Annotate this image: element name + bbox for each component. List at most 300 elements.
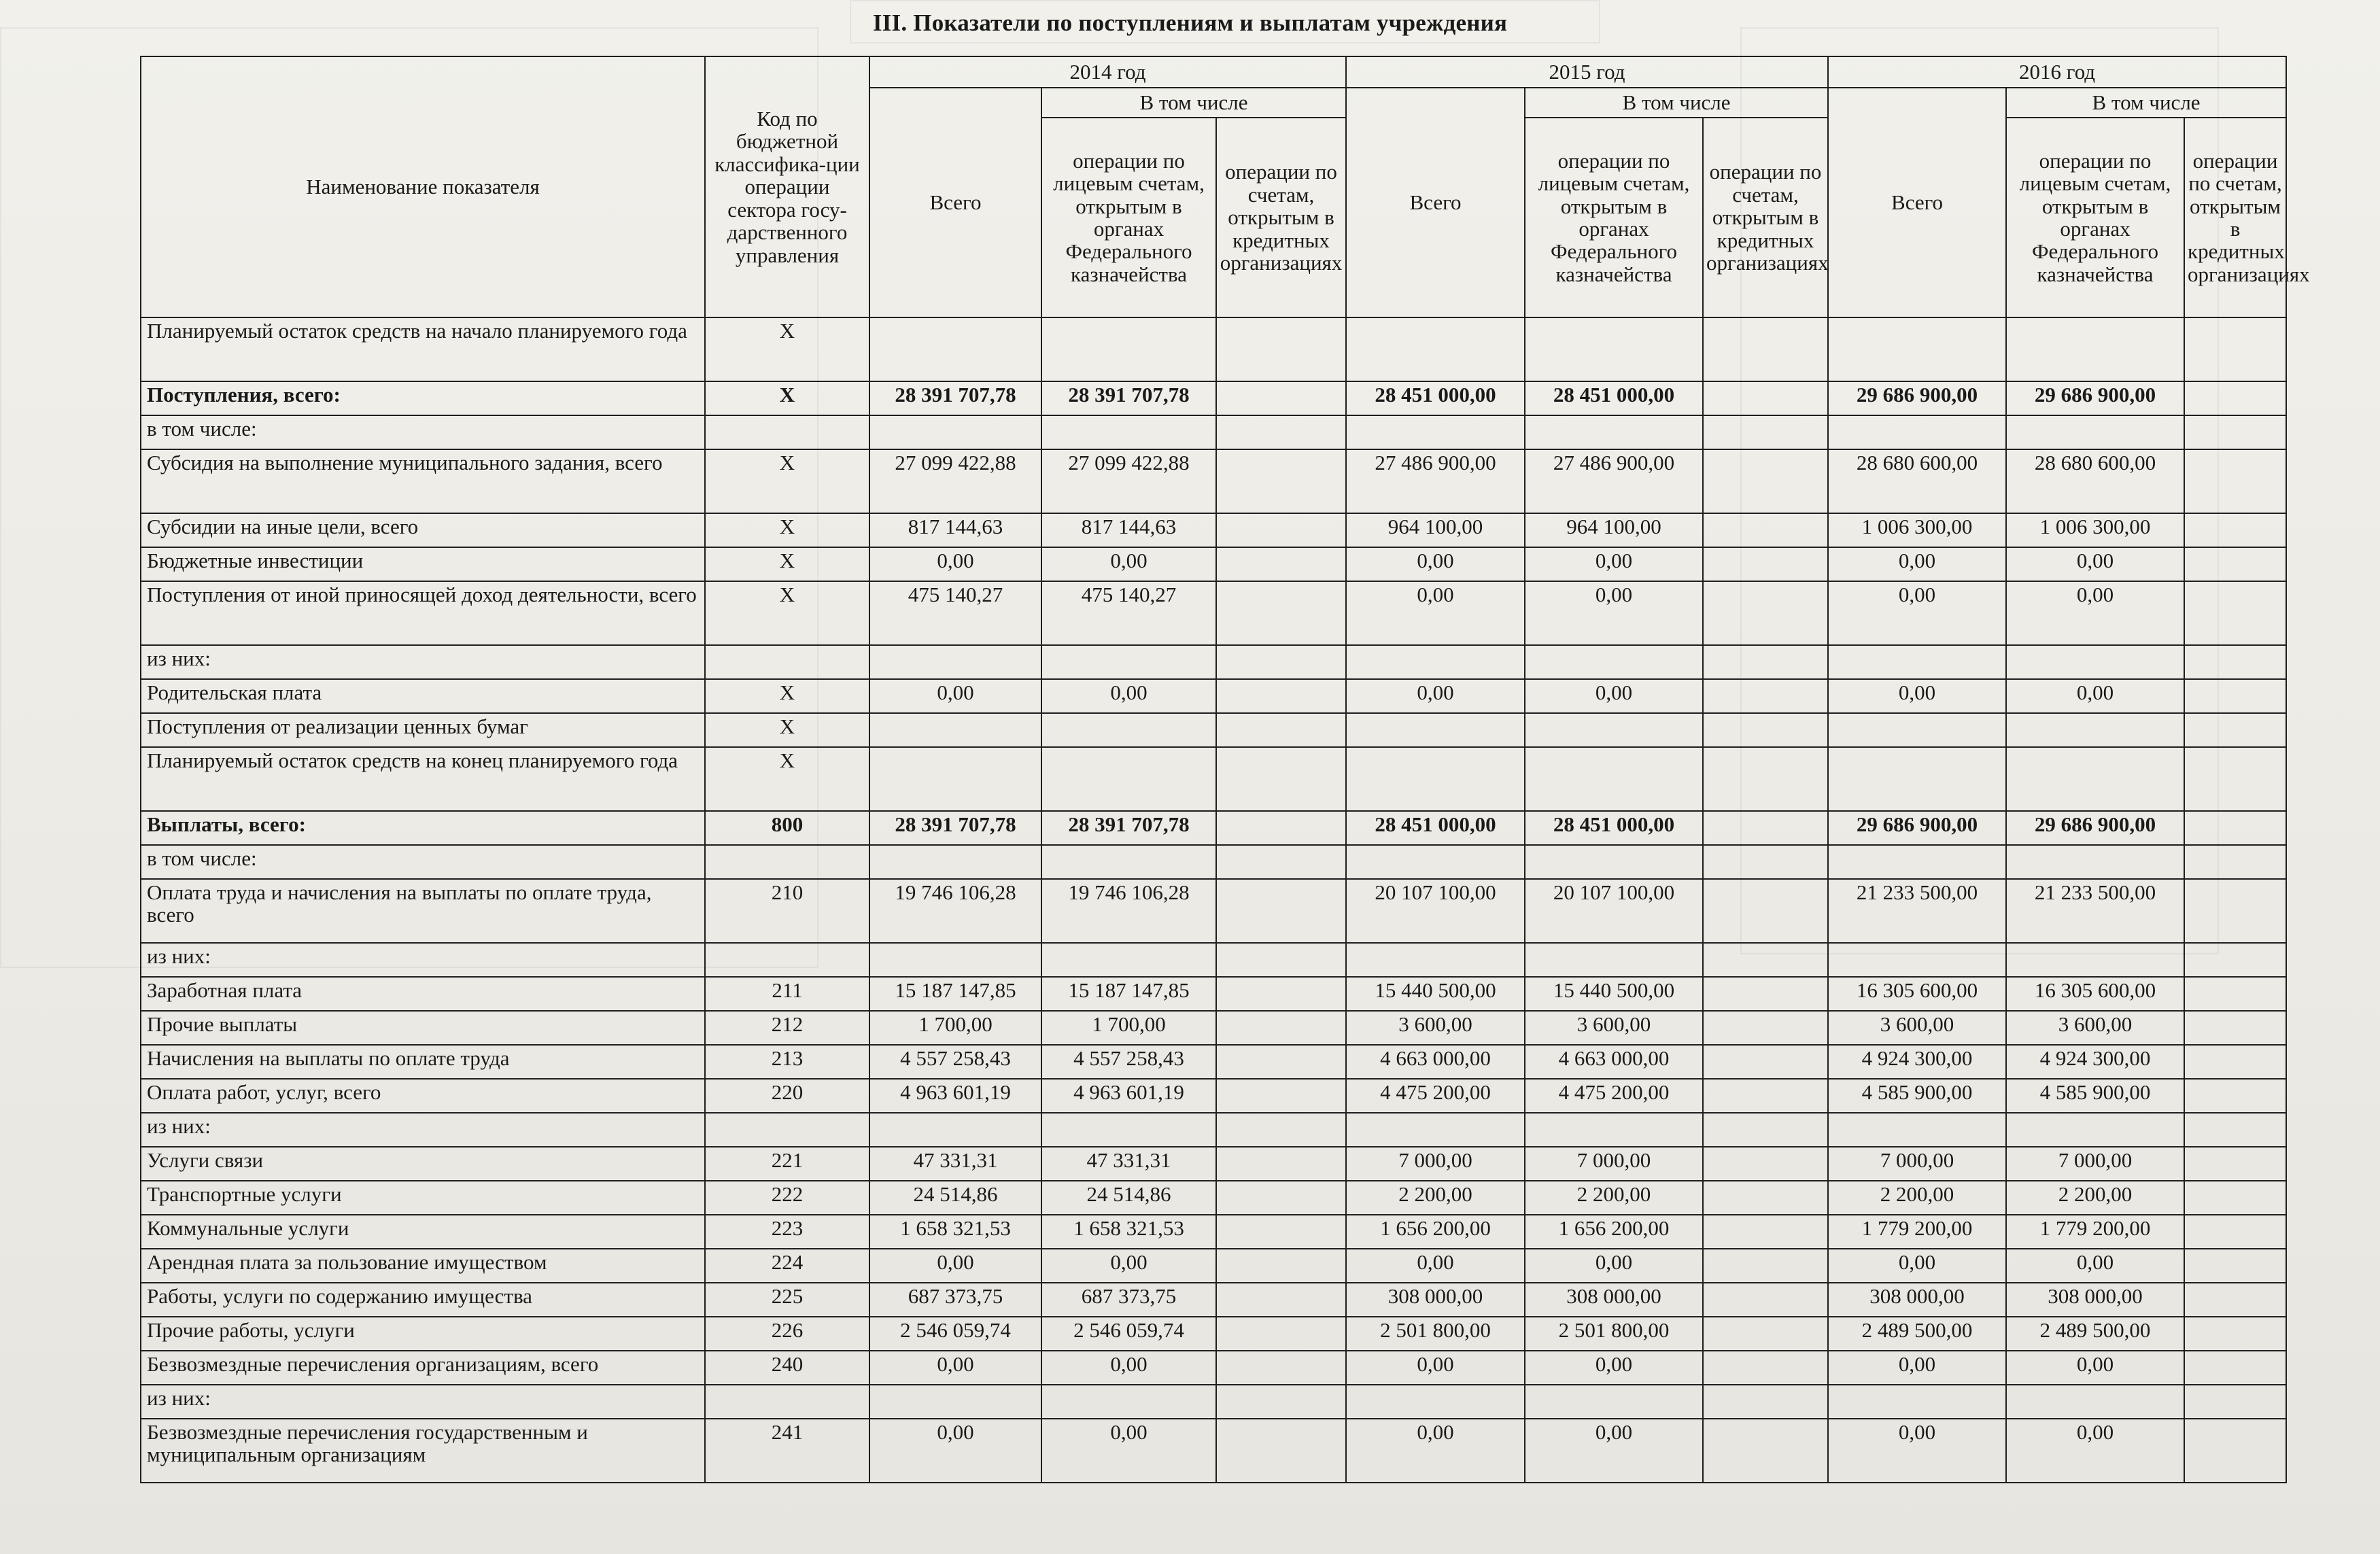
- value-cell: [1041, 1385, 1216, 1419]
- section-title: III. Показатели по поступлениям и выплатам учреждения: [872, 10, 1508, 36]
- value-cell: 0,00: [2006, 679, 2184, 713]
- value-cell: [1216, 547, 1346, 581]
- value-cell: [2184, 1283, 2286, 1317]
- row-name: Арендная плата за пользование имуществом: [141, 1249, 705, 1283]
- value-cell: 0,00: [1525, 679, 1703, 713]
- row-code: 220: [705, 1079, 869, 1113]
- value-cell: [2006, 845, 2184, 879]
- row-code: 221: [705, 1147, 869, 1181]
- value-cell: 687 373,75: [869, 1283, 1041, 1317]
- row-code: 210: [705, 879, 869, 943]
- value-cell: [1216, 1317, 1346, 1351]
- value-cell: 0,00: [1828, 547, 2006, 581]
- row-code: 211: [705, 977, 869, 1011]
- value-cell: [1703, 1385, 1828, 1419]
- value-cell: 2 489 500,00: [1828, 1317, 2006, 1351]
- header-total-2014: Всего: [869, 88, 1041, 317]
- row-name: Оплата труда и начисления на выплаты по оплате труда, всего: [141, 879, 705, 943]
- value-cell: [1346, 1113, 1525, 1147]
- value-cell: 28 391 707,78: [1041, 811, 1216, 845]
- value-cell: [1346, 747, 1525, 811]
- header-name: Наименование показателя: [141, 56, 705, 317]
- header-credit-2015: операции по счетам, открытым в кредитных организациях: [1703, 118, 1828, 317]
- value-cell: 308 000,00: [2006, 1283, 2184, 1317]
- value-cell: [1216, 713, 1346, 747]
- value-cell: [869, 747, 1041, 811]
- row-name: Заработная плата: [141, 977, 705, 1011]
- value-cell: 0,00: [1041, 679, 1216, 713]
- header-credit-2014: операции по счетам, открытым в кредитных организациях: [1216, 118, 1346, 317]
- row-code: 223: [705, 1215, 869, 1249]
- value-cell: [2006, 415, 2184, 449]
- value-cell: 1 779 200,00: [2006, 1215, 2184, 1249]
- value-cell: [1216, 1011, 1346, 1045]
- row-name: в том числе:: [141, 415, 705, 449]
- table-row: [141, 977, 2286, 1011]
- value-cell: [1346, 317, 1525, 381]
- value-cell: 0,00: [1041, 1419, 1216, 1483]
- row-code: [705, 1385, 869, 1419]
- value-cell: 28 391 707,78: [869, 381, 1041, 415]
- value-cell: [2006, 317, 2184, 381]
- value-cell: [2184, 1181, 2286, 1215]
- table-row: [141, 1215, 2286, 1249]
- value-cell: 2 546 059,74: [869, 1317, 1041, 1351]
- value-cell: [1525, 713, 1703, 747]
- value-cell: [1703, 547, 1828, 581]
- row-name: из них:: [141, 1113, 705, 1147]
- header-total-2015: Всего: [1346, 88, 1525, 317]
- value-cell: 308 000,00: [1346, 1283, 1525, 1317]
- value-cell: [1216, 1385, 1346, 1419]
- value-cell: [2184, 845, 2286, 879]
- value-cell: [1216, 679, 1346, 713]
- header-treasury-2016: операции по лицевым счетам, открытым в органах Федерального казначейства: [2006, 118, 2184, 317]
- value-cell: 15 440 500,00: [1525, 977, 1703, 1011]
- value-cell: 1 656 200,00: [1346, 1215, 1525, 1249]
- value-cell: 2 501 800,00: [1346, 1317, 1525, 1351]
- value-cell: 475 140,27: [1041, 581, 1216, 645]
- value-cell: 4 663 000,00: [1525, 1045, 1703, 1079]
- row-code: 241: [705, 1419, 869, 1483]
- value-cell: 2 546 059,74: [1041, 1317, 1216, 1351]
- value-cell: [1703, 1351, 1828, 1385]
- value-cell: 27 486 900,00: [1525, 449, 1703, 513]
- row-code: 240: [705, 1351, 869, 1385]
- value-cell: [1703, 1249, 1828, 1283]
- value-cell: 15 187 147,85: [1041, 977, 1216, 1011]
- value-cell: 0,00: [1346, 1419, 1525, 1483]
- row-name: Поступления от иной приносящей доход деятельности, всего: [141, 581, 705, 645]
- row-code: [705, 415, 869, 449]
- row-name: Безвозмездные перечисления государственным и муниципальным организациям: [141, 1419, 705, 1483]
- row-code: [705, 645, 869, 679]
- value-cell: 28 451 000,00: [1346, 811, 1525, 845]
- table-header: [141, 56, 2310, 317]
- value-cell: [2184, 1385, 2286, 1419]
- table-row: [141, 1419, 2286, 1483]
- value-cell: 19 746 106,28: [869, 879, 1041, 943]
- header-year-2016: 2016 год: [1828, 56, 2286, 88]
- row-code: 213: [705, 1045, 869, 1079]
- value-cell: 7 000,00: [2006, 1147, 2184, 1181]
- value-cell: [2184, 879, 2286, 943]
- value-cell: 0,00: [2006, 547, 2184, 581]
- header-treasury-2014: операции по лицевым счетам, открытым в органах Федерального казначейства: [1041, 118, 1216, 317]
- row-name: Субсидии на иные цели, всего: [141, 513, 705, 547]
- value-cell: [1703, 713, 1828, 747]
- table-row: [141, 1181, 2286, 1215]
- table-row: [141, 1385, 2286, 1419]
- value-cell: [2184, 1045, 2286, 1079]
- value-cell: 21 233 500,00: [2006, 879, 2184, 943]
- header-incl-2016: В том числе: [2006, 88, 2286, 118]
- value-cell: [1525, 943, 1703, 977]
- table-row: [141, 1147, 2286, 1181]
- value-cell: 4 963 601,19: [869, 1079, 1041, 1113]
- value-cell: [1216, 845, 1346, 879]
- value-cell: 1 700,00: [1041, 1011, 1216, 1045]
- value-cell: [1525, 645, 1703, 679]
- value-cell: 24 514,86: [869, 1181, 1041, 1215]
- value-cell: 29 686 900,00: [1828, 381, 2006, 415]
- value-cell: [869, 713, 1041, 747]
- value-cell: [1703, 415, 1828, 449]
- value-cell: 4 924 300,00: [2006, 1045, 2184, 1079]
- row-name: Услуги связи: [141, 1147, 705, 1181]
- value-cell: 0,00: [1346, 581, 1525, 645]
- row-name: Прочие работы, услуги: [141, 1317, 705, 1351]
- value-cell: 2 489 500,00: [2006, 1317, 2184, 1351]
- value-cell: 0,00: [1346, 547, 1525, 581]
- value-cell: [2006, 645, 2184, 679]
- value-cell: [1216, 747, 1346, 811]
- value-cell: [1703, 1113, 1828, 1147]
- value-cell: 0,00: [1828, 1419, 2006, 1483]
- value-cell: [1216, 1113, 1346, 1147]
- value-cell: [2184, 513, 2286, 547]
- table-row: [141, 581, 2286, 645]
- row-code: Х: [705, 513, 869, 547]
- value-cell: 0,00: [869, 1351, 1041, 1385]
- value-cell: [1703, 1147, 1828, 1181]
- table-row: [141, 879, 2286, 943]
- value-cell: 29 686 900,00: [2006, 811, 2184, 845]
- value-cell: [1216, 1045, 1346, 1079]
- value-cell: [2006, 1385, 2184, 1419]
- value-cell: 28 391 707,78: [1041, 381, 1216, 415]
- value-cell: 0,00: [1525, 1249, 1703, 1283]
- value-cell: 0,00: [869, 1419, 1041, 1483]
- table-row: [141, 747, 2286, 811]
- value-cell: 7 000,00: [1525, 1147, 1703, 1181]
- value-cell: [2184, 1215, 2286, 1249]
- value-cell: 0,00: [1828, 679, 2006, 713]
- value-cell: [2184, 811, 2286, 845]
- row-code: Х: [705, 381, 869, 415]
- value-cell: [2184, 747, 2286, 811]
- value-cell: [2184, 679, 2286, 713]
- value-cell: 27 486 900,00: [1346, 449, 1525, 513]
- value-cell: [2184, 1419, 2286, 1483]
- value-cell: [1703, 1215, 1828, 1249]
- value-cell: [1703, 845, 1828, 879]
- table-row: [141, 811, 2286, 845]
- row-name: из них:: [141, 645, 705, 679]
- value-cell: [1525, 415, 1703, 449]
- value-cell: [2184, 581, 2286, 645]
- value-cell: [1703, 1283, 1828, 1317]
- value-cell: [1703, 747, 1828, 811]
- value-cell: [2006, 1113, 2184, 1147]
- value-cell: 0,00: [1525, 1419, 1703, 1483]
- header-incl-2014: В том числе: [1041, 88, 1346, 118]
- value-cell: [2184, 977, 2286, 1011]
- table-row: [141, 449, 2286, 513]
- row-code: 226: [705, 1317, 869, 1351]
- value-cell: 0,00: [869, 679, 1041, 713]
- table-row: [141, 1079, 2286, 1113]
- value-cell: [1346, 845, 1525, 879]
- value-cell: 0,00: [869, 547, 1041, 581]
- value-cell: 0,00: [1525, 1351, 1703, 1385]
- value-cell: 1 658 321,53: [1041, 1215, 1216, 1249]
- row-name: Планируемый остаток средств на конец планируемого года: [141, 747, 705, 811]
- value-cell: 7 000,00: [1828, 1147, 2006, 1181]
- value-cell: 20 107 100,00: [1346, 879, 1525, 943]
- value-cell: 27 099 422,88: [869, 449, 1041, 513]
- value-cell: [869, 1385, 1041, 1419]
- value-cell: 4 585 900,00: [2006, 1079, 2184, 1113]
- value-cell: [1216, 879, 1346, 943]
- value-cell: 4 557 258,43: [1041, 1045, 1216, 1079]
- value-cell: [2184, 547, 2286, 581]
- row-code: Х: [705, 713, 869, 747]
- value-cell: [1041, 747, 1216, 811]
- value-cell: 28 680 600,00: [2006, 449, 2184, 513]
- value-cell: [1828, 713, 2006, 747]
- row-name: Работы, услуги по содержанию имущества: [141, 1283, 705, 1317]
- value-cell: [1216, 977, 1346, 1011]
- value-cell: [1703, 381, 1828, 415]
- value-cell: 817 144,63: [1041, 513, 1216, 547]
- indicators-table: [140, 56, 2310, 1483]
- value-cell: 0,00: [869, 1249, 1041, 1283]
- row-code: Х: [705, 747, 869, 811]
- value-cell: 0,00: [2006, 1249, 2184, 1283]
- header-credit-2016: операции по счетам, открытым в кредитных организациях: [2184, 118, 2286, 317]
- value-cell: 21 233 500,00: [1828, 879, 2006, 943]
- value-cell: [1041, 415, 1216, 449]
- value-cell: [1828, 645, 2006, 679]
- value-cell: 27 099 422,88: [1041, 449, 1216, 513]
- value-cell: 687 373,75: [1041, 1283, 1216, 1317]
- value-cell: [869, 415, 1041, 449]
- value-cell: [1703, 879, 1828, 943]
- value-cell: 0,00: [1525, 547, 1703, 581]
- row-name: Поступления от реализации ценных бумаг: [141, 713, 705, 747]
- row-name: Оплата работ, услуг, всего: [141, 1079, 705, 1113]
- table-row: [141, 645, 2286, 679]
- value-cell: [1216, 381, 1346, 415]
- value-cell: [1828, 1113, 2006, 1147]
- value-cell: 0,00: [1346, 1351, 1525, 1385]
- value-cell: [2006, 747, 2184, 811]
- value-cell: [1346, 415, 1525, 449]
- value-cell: [2184, 645, 2286, 679]
- value-cell: [1216, 513, 1346, 547]
- row-name: Безвозмездные перечисления организациям, всего: [141, 1351, 705, 1385]
- value-cell: 0,00: [1828, 1351, 2006, 1385]
- value-cell: 29 686 900,00: [1828, 811, 2006, 845]
- row-name: Коммунальные услуги: [141, 1215, 705, 1249]
- row-code: [705, 1113, 869, 1147]
- row-code: 212: [705, 1011, 869, 1045]
- value-cell: [1041, 1113, 1216, 1147]
- value-cell: 7 000,00: [1346, 1147, 1525, 1181]
- value-cell: [869, 645, 1041, 679]
- table-row: [141, 1249, 2286, 1283]
- value-cell: [1041, 845, 1216, 879]
- value-cell: [1703, 317, 1828, 381]
- value-cell: 1 656 200,00: [1525, 1215, 1703, 1249]
- value-cell: 28 451 000,00: [1525, 811, 1703, 845]
- table-row: [141, 845, 2286, 879]
- value-cell: [1216, 943, 1346, 977]
- value-cell: 19 746 106,28: [1041, 879, 1216, 943]
- table-row: [141, 1317, 2286, 1351]
- row-name: Прочие выплаты: [141, 1011, 705, 1045]
- value-cell: [1216, 1419, 1346, 1483]
- value-cell: [1828, 845, 2006, 879]
- value-cell: [1703, 1079, 1828, 1113]
- value-cell: 964 100,00: [1525, 513, 1703, 547]
- value-cell: 0,00: [1041, 1249, 1216, 1283]
- table-row: [141, 317, 2286, 381]
- row-code: Х: [705, 679, 869, 713]
- value-cell: [2184, 1011, 2286, 1045]
- value-cell: 24 514,86: [1041, 1181, 1216, 1215]
- value-cell: 4 924 300,00: [1828, 1045, 2006, 1079]
- row-code: Х: [705, 581, 869, 645]
- value-cell: [1216, 1147, 1346, 1181]
- table-row: [141, 1045, 2286, 1079]
- value-cell: 817 144,63: [869, 513, 1041, 547]
- value-cell: [1703, 1045, 1828, 1079]
- row-name: из них:: [141, 943, 705, 977]
- value-cell: 0,00: [1041, 547, 1216, 581]
- value-cell: [1525, 1385, 1703, 1419]
- value-cell: 28 451 000,00: [1346, 381, 1525, 415]
- value-cell: [1216, 1079, 1346, 1113]
- value-cell: 3 600,00: [1828, 1011, 2006, 1045]
- value-cell: [1703, 1011, 1828, 1045]
- table-row: [141, 381, 2286, 415]
- header-year-2015: 2015 год: [1346, 56, 1828, 88]
- value-cell: [1703, 1317, 1828, 1351]
- value-cell: [2184, 449, 2286, 513]
- value-cell: 4 475 200,00: [1525, 1079, 1703, 1113]
- value-cell: 2 200,00: [1525, 1181, 1703, 1215]
- value-cell: [869, 317, 1041, 381]
- row-code: 800: [705, 811, 869, 845]
- value-cell: 0,00: [1346, 679, 1525, 713]
- header-incl-2015: В том числе: [1525, 88, 1828, 118]
- value-cell: [1216, 1215, 1346, 1249]
- value-cell: 20 107 100,00: [1525, 879, 1703, 943]
- value-cell: [1216, 1351, 1346, 1385]
- value-cell: 1 006 300,00: [2006, 513, 2184, 547]
- value-cell: 2 501 800,00: [1525, 1317, 1703, 1351]
- row-code: 222: [705, 1181, 869, 1215]
- value-cell: 47 331,31: [1041, 1147, 1216, 1181]
- value-cell: [1525, 845, 1703, 879]
- value-cell: 0,00: [2006, 1419, 2184, 1483]
- value-cell: [1216, 1283, 1346, 1317]
- row-code: 225: [705, 1283, 869, 1317]
- value-cell: [1041, 645, 1216, 679]
- value-cell: [1041, 317, 1216, 381]
- value-cell: 0,00: [1828, 1249, 2006, 1283]
- value-cell: [1703, 977, 1828, 1011]
- value-cell: 964 100,00: [1346, 513, 1525, 547]
- value-cell: [1828, 415, 2006, 449]
- table-row: [141, 1011, 2286, 1045]
- value-cell: [1703, 449, 1828, 513]
- value-cell: 2 200,00: [1828, 1181, 2006, 1215]
- row-code: Х: [705, 449, 869, 513]
- value-cell: 4 557 258,43: [869, 1045, 1041, 1079]
- value-cell: 4 475 200,00: [1346, 1079, 1525, 1113]
- value-cell: [1828, 943, 2006, 977]
- table-row: [141, 1351, 2286, 1385]
- value-cell: [1525, 1113, 1703, 1147]
- value-cell: [1703, 943, 1828, 977]
- header-treasury-2015: операции по лицевым счетам, открытым в органах Федерального казначейства: [1525, 118, 1703, 317]
- value-cell: [1216, 645, 1346, 679]
- table-row: [141, 547, 2286, 581]
- value-cell: 0,00: [1041, 1351, 1216, 1385]
- table-row: [141, 513, 2286, 547]
- row-name: Субсидия на выполнение муниципального задания, всего: [141, 449, 705, 513]
- value-cell: 16 305 600,00: [2006, 977, 2184, 1011]
- table-row: [141, 713, 2286, 747]
- value-cell: [1703, 513, 1828, 547]
- row-name: Родительская плата: [141, 679, 705, 713]
- value-cell: [1703, 581, 1828, 645]
- value-cell: [2184, 1351, 2286, 1385]
- value-cell: 1 658 321,53: [869, 1215, 1041, 1249]
- value-cell: 15 440 500,00: [1346, 977, 1525, 1011]
- row-name: Поступления, всего:: [141, 381, 705, 415]
- value-cell: 3 600,00: [1346, 1011, 1525, 1045]
- row-name: Выплаты, всего:: [141, 811, 705, 845]
- value-cell: [1216, 317, 1346, 381]
- value-cell: [2184, 415, 2286, 449]
- table-body: [141, 317, 2286, 1483]
- value-cell: 15 187 147,85: [869, 977, 1041, 1011]
- value-cell: [1703, 1181, 1828, 1215]
- value-cell: 3 600,00: [2006, 1011, 2184, 1045]
- value-cell: [2184, 943, 2286, 977]
- table-row: [141, 1283, 2286, 1317]
- value-cell: 0,00: [1525, 581, 1703, 645]
- value-cell: [2184, 381, 2286, 415]
- value-cell: 0,00: [1346, 1249, 1525, 1283]
- row-name: Бюджетные инвестиции: [141, 547, 705, 581]
- row-code: Х: [705, 317, 869, 381]
- value-cell: [2184, 1147, 2286, 1181]
